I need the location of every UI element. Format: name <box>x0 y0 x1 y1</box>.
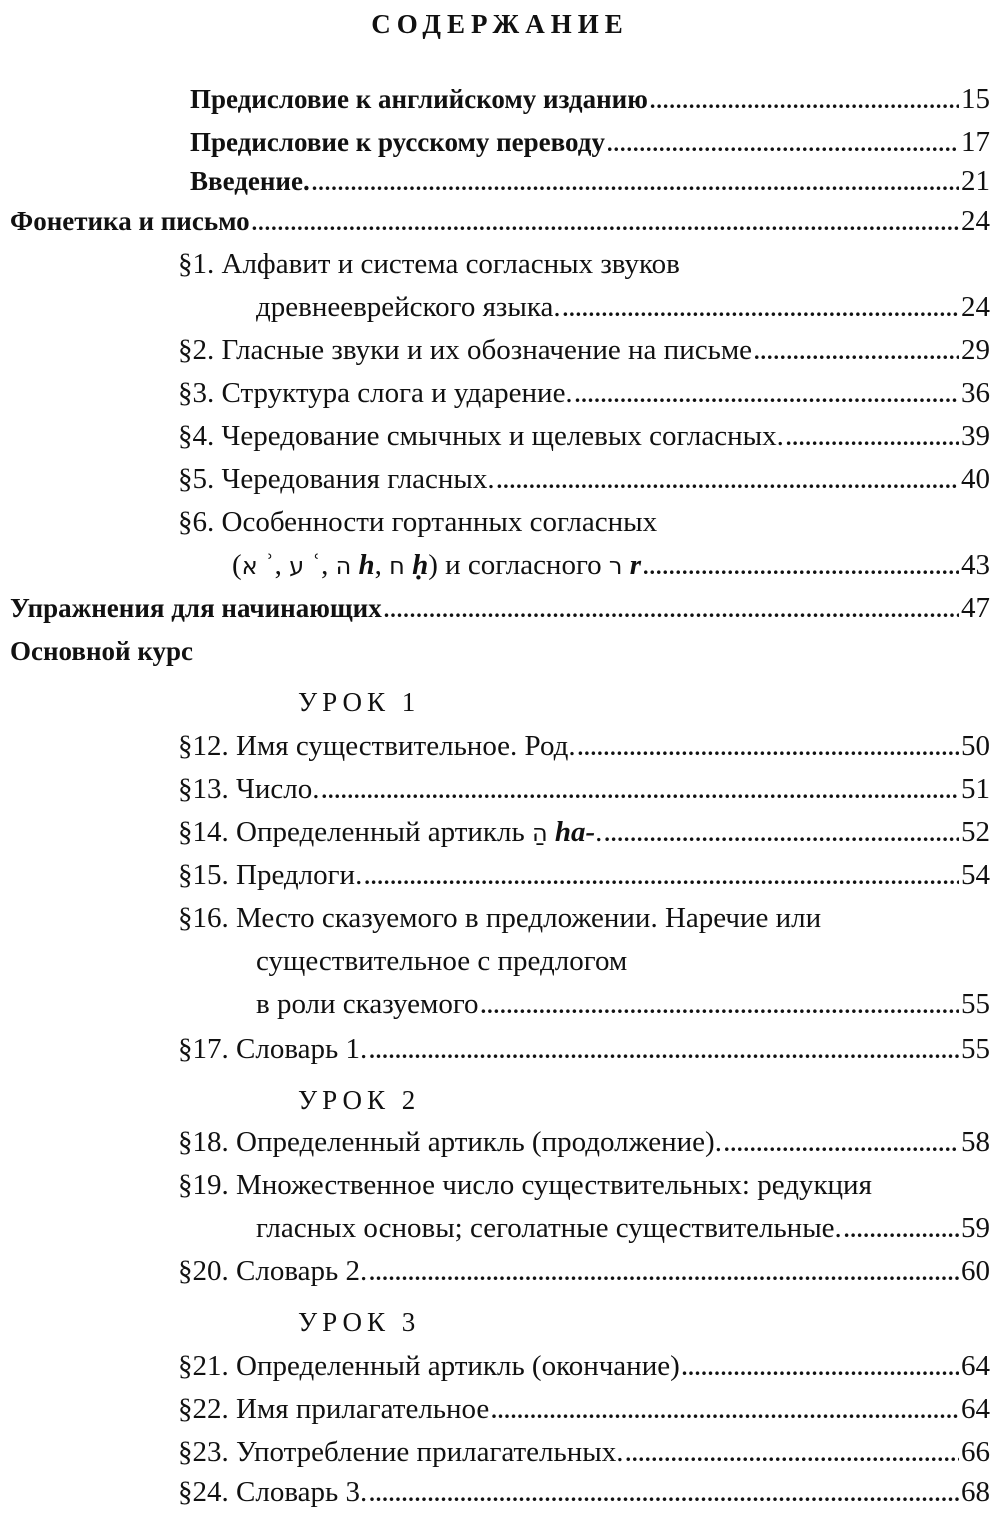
toc-entry[interactable] <box>178 1119 990 1165</box>
toc-entry[interactable] <box>190 76 990 122</box>
toc-entry-continuation[interactable] <box>256 981 990 1027</box>
toc-page-number: 50 <box>961 730 990 762</box>
toc-entry-title: §22. Имя прилагательное <box>178 1393 490 1425</box>
toc-entry-title: §15. Предлоги. <box>178 859 363 891</box>
toc-entry[interactable] <box>178 413 990 459</box>
toc-page-number: 64 <box>961 1393 990 1425</box>
toc-entry-continuation[interactable] <box>256 284 990 330</box>
toc-entry-title: §17. Словарь 1. <box>178 1033 368 1065</box>
toc-entry-title: Предисловие к английскому изданию <box>190 84 648 114</box>
toc-entry[interactable] <box>178 456 990 502</box>
toc-leader-dots <box>497 458 959 504</box>
toc-page-number: 60 <box>961 1255 990 1287</box>
toc-entry[interactable] <box>178 327 990 373</box>
toc-page-number: 21 <box>961 165 990 197</box>
toc-page-number: 15 <box>961 83 990 115</box>
toc-entry[interactable] <box>178 1248 990 1294</box>
toc-page-number: 24 <box>961 291 990 323</box>
toc-section-title: Фонетика и письмо <box>10 206 250 236</box>
toc-entry-title: §14. Определенный артикль הַ ha-. <box>178 816 603 848</box>
toc-section[interactable] <box>10 585 990 631</box>
toc-entry-title: §12. Имя существительное. Род. <box>178 730 576 762</box>
toc-page-number: 43 <box>961 549 990 581</box>
toc-leader-dots <box>563 286 959 332</box>
toc-entry-continuation[interactable] <box>232 542 990 588</box>
toc-entry-title-cont: древнееврейского языка. <box>256 291 561 323</box>
toc-page-number: 52 <box>961 816 990 848</box>
toc-page-number: 59 <box>961 1212 990 1244</box>
toc-leader-dots <box>650 78 959 124</box>
lesson-heading: УРОК 2 <box>298 1085 421 1115</box>
toc-leader-dots <box>364 854 959 900</box>
toc-leader-dots <box>369 1250 959 1296</box>
toc-section-title: Основной курс <box>10 636 193 666</box>
toc-page-number: 17 <box>961 126 990 158</box>
toc-entry-title: §20. Словарь 2. <box>178 1255 368 1287</box>
page-title: СОДЕРЖАНИЕ <box>371 9 629 39</box>
toc-entry-title: §13. Число. <box>178 773 320 805</box>
toc-entry[interactable] <box>178 1026 990 1072</box>
toc-leader-dots <box>481 983 959 1029</box>
toc-leader-dots <box>724 1121 959 1167</box>
toc-entry[interactable] <box>178 766 990 812</box>
hebrew-letter-resh: ר <box>608 552 623 580</box>
toc-leader-dots <box>369 1028 959 1074</box>
toc-leader-dots <box>578 725 959 771</box>
toc-entry[interactable] <box>178 1343 990 1389</box>
toc-entry-continuation[interactable] <box>256 1205 990 1251</box>
toc-page-number: 40 <box>961 463 990 495</box>
toc-entry-title-cont: (א ʾ, ע ʿ, ה h, ח ḥ) и согласного ר r <box>232 549 641 581</box>
toc-entry-title: Предисловие к русскому переводу <box>190 127 605 157</box>
toc-page-number: 29 <box>961 334 990 366</box>
toc-entry[interactable] <box>178 852 990 898</box>
toc-leader-dots <box>491 1388 959 1434</box>
toc-entry[interactable] <box>178 1162 990 1208</box>
toc-leader-dots <box>643 544 959 590</box>
toc-page-number: 36 <box>961 377 990 409</box>
hebrew-letter-he: ה <box>335 552 352 580</box>
hebrew-letter-ayin: ע <box>289 552 305 580</box>
toc-page-number: 51 <box>961 773 990 805</box>
toc-page-number: 54 <box>961 859 990 891</box>
toc-entry-title: §18. Определенный артикль (продолжение). <box>178 1126 722 1158</box>
toc-leader-dots <box>786 415 959 461</box>
hebrew-letter-het: ח <box>389 552 405 580</box>
toc-page-number: 68 <box>961 1476 990 1508</box>
toc-entry[interactable] <box>178 1469 990 1515</box>
toc-leader-dots <box>754 329 959 375</box>
toc-leader-dots <box>844 1207 959 1253</box>
toc-page-number: 47 <box>961 592 990 624</box>
toc-page-number: 55 <box>961 988 990 1020</box>
toc-leader-dots <box>252 200 959 246</box>
toc-leader-dots <box>369 1471 959 1517</box>
toc-page-number: 24 <box>961 205 990 237</box>
toc-entry-title: §24. Словарь 3. <box>178 1476 368 1508</box>
toc-entry-title: §19. Множественное число существительных: редукция <box>178 1169 872 1201</box>
toc-entry-title: §23. Употребление прилагательных. <box>178 1436 624 1468</box>
toc-leader-dots <box>575 372 959 418</box>
toc-entry-title: §6. Особенности гортанных согласных <box>178 506 658 538</box>
toc-entry[interactable] <box>178 1386 990 1432</box>
toc-entry[interactable] <box>178 241 990 287</box>
toc-entry-continuation <box>256 938 990 984</box>
toc-entry-title: §3. Структура слога и ударение. <box>178 377 573 409</box>
hebrew-letter-alef: א <box>241 552 258 580</box>
toc-page-number: 66 <box>961 1436 990 1468</box>
toc-section-title: Упражнения для начинающих <box>10 593 382 623</box>
toc-entry[interactable] <box>178 723 990 769</box>
toc-entry[interactable] <box>178 499 990 545</box>
toc-entry-title: §16. Место сказуемого в предложении. Наречие или <box>178 902 822 934</box>
toc-page-number: 55 <box>961 1033 990 1065</box>
toc-section[interactable] <box>10 628 990 674</box>
toc-entry[interactable] <box>178 370 990 416</box>
hebrew-article: הַ <box>531 819 548 847</box>
toc-entry-title-cont: в роли сказуемого <box>256 988 479 1020</box>
toc-entry-title: Введение. <box>190 166 310 196</box>
toc-section[interactable] <box>10 198 990 244</box>
toc-entry-title: §4. Чередование смычных и щелевых согласных. <box>178 420 784 452</box>
toc-entry-title: §2. Гласные звуки и их обозначение на письме <box>178 334 753 366</box>
toc-leader-dots <box>384 587 959 633</box>
lesson-heading: УРОК 3 <box>298 1307 421 1337</box>
toc-page-number: 64 <box>961 1350 990 1382</box>
toc-entry-title-cont: гласных основы; сеголатные существительные. <box>256 1212 842 1244</box>
toc-entry-title: §1. Алфавит и система согласных звуков <box>178 248 680 280</box>
toc-entry-title-cont: существительное с предлогом <box>256 945 628 977</box>
toc-page-number: 58 <box>961 1126 990 1158</box>
toc-leader-dots <box>682 1345 959 1391</box>
toc-entry[interactable] <box>178 895 990 941</box>
toc-entry[interactable] <box>178 809 990 855</box>
toc-entry-title: §5. Чередования гласных. <box>178 463 495 495</box>
toc-leader-dots <box>321 768 959 814</box>
toc-leader-dots <box>604 811 959 857</box>
lesson-heading: УРОК 1 <box>298 687 421 717</box>
toc-page-number: 39 <box>961 420 990 452</box>
toc-entry-title: §21. Определенный артикль (окончание) <box>178 1350 680 1382</box>
